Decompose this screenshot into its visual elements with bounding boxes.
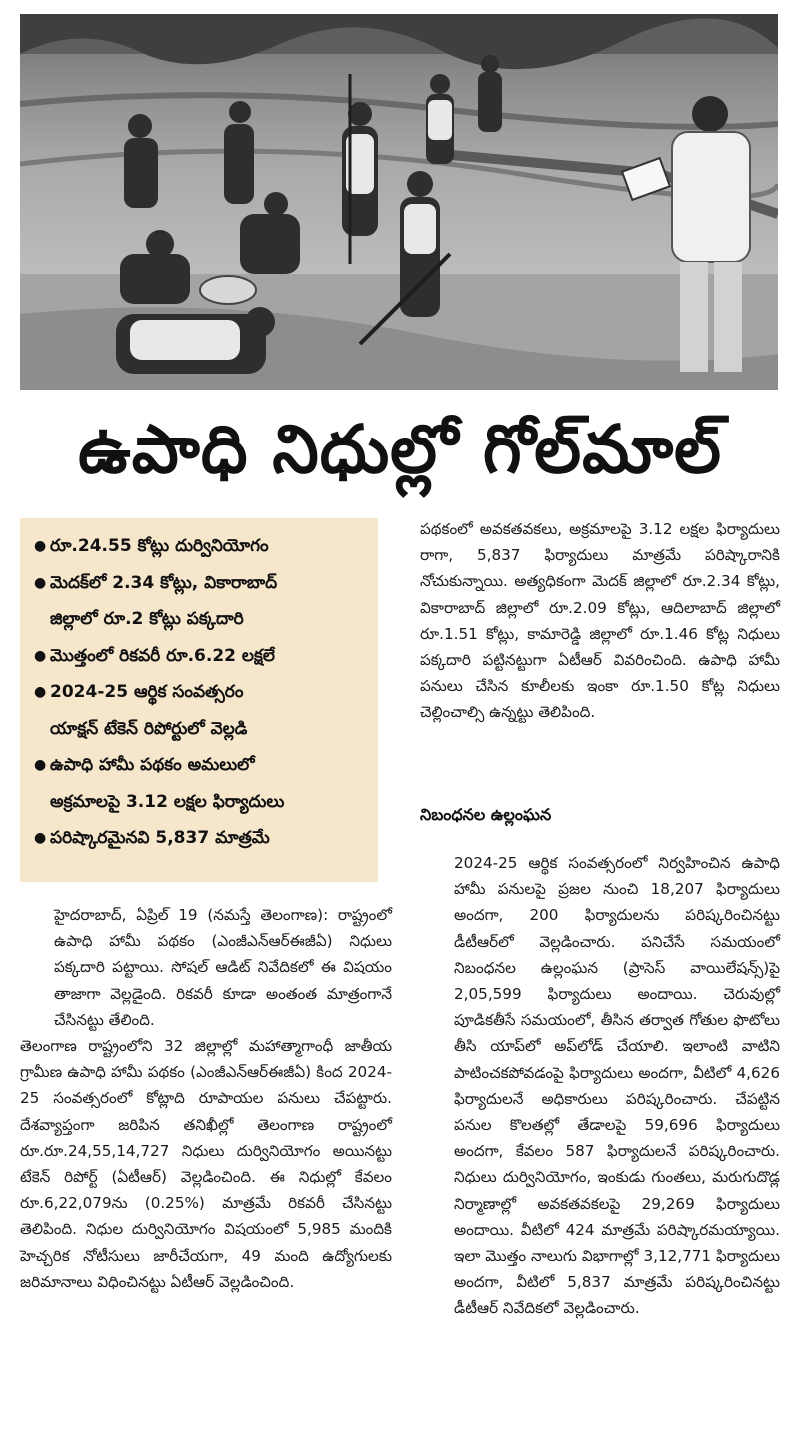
article-paragraph: పథకంలో అవకతవకలు, అక్రమాలపై 3.12 లక్షల ఫిర్యాదులు రాగా, 5,837 ఫిర్యాదులు మాత్రమే పరిష్కారానికి నోచుకున్నాయి. అత్యధికంగా మెదక్ జిల్లాలో రూ.2.34 కోట్లు, వికారాబాద్ జిల్లాలో రూ.2.09 కోట్లు, ఆదిలాబాద్ జిల్లాలో రూ.1.51 కోట్లు, కామారెడ్డి జిల్లాలో రూ.1.46 కోట్ల నిధులు పక్కదారి పట్టినట్టుగా ఏటీఆర్ వివరించింది. ఉపాధి హామీ పనులు చేసిన కూలీలకు ఇంకా రూ.1.50 కోట్ల నిధులు చెల్లించాల్సి ఉన్నట్టు తెలిపింది.	[420, 520, 780, 722]
highlights-box	[20, 518, 378, 882]
highlight-text: మొత్తంలో రికవరీ రూ.6.22 లక్షలే	[50, 645, 275, 666]
bullet-icon: ●	[34, 830, 47, 846]
highlight-text: ఉపాధి హామీ పథకం అమలులో అక్రమాలపై 3.12 లక్షల ఫిర్యాదులు	[50, 755, 285, 812]
bullet-icon: ●	[34, 647, 47, 664]
highlight-item	[32, 638, 368, 675]
article-paragraph: తెలంగాణ రాష్ట్రంలోని 32 జిల్లాల్లో మహాత్మాగాంధీ జాతీయ గ్రామీణ ఉపాధి హామీ పథకం (ఎంజీఎన్ఆర్ఈజీఏ) కింద 2024-25 సంవత్సరంలో కోట్లాది రూపాయల పనులు చేపట్టారు. దేశవ్యాప్తంగా జరిపిన తనిఖీల్లో తెలంగాణ రాష్ట్రంలో రూ.రూ.24,55,14,727 నిధులు దుర్వినియోగం అయినట్టు టేకెన్ రిపోర్ట్ (ఏటీఆర్) వెల్లడించింది. ఈ నిధుల్లో కేవలం రూ.6,22,079ను (0.25%) మాత్రమే రికవరీ చేసినట్టు తెలిపింది. నిధుల దుర్వినియోగం విషయంలో 5,985 మందికి హెచ్చరిక నోటీసులు జారీచేయగా, 49 మంది ఉద్యోగులకు జరిమానాలు విధించినట్టు ఏటీఆర్ వెల్లడించింది.	[20, 1037, 392, 1291]
article-paragraph: 2024-25 ఆర్థిక సంవత్సరంలో నిర్వహించిన ఉపాధి హామీ పనులపై ప్రజల నుంచి 18,207 ఫిర్యాదులు అందగా, 200 ఫిర్యాదులను పరిష్కరించినట్టు డీటీఆర్‌లో వెల్లడించారు. పనిచేసే సమయంలో నిబంధనల ఉల్లంఘన (ప్రాసెస్ వాయిలేషన్స్)పై 2,05,599 ఫిర్యాదులు అందాయి. చెరువుల్లో పూడికతీసే సమయంలో, తీసిన తర్వాత గోతుల ఫొటోలు తీసి యాప్‌లో అప్‌లోడ్ చేయాలి. ఇలాంటి వాటిని పాటించకపోవడంపై ఫిర్యాదులు అందగా, వీటిలో 4,626 ఫిర్యాదులనే అధికారులు పరిష్కరించారు. చేపట్టిన పనుల కొలతల్లో తేడాలపై 59,696 ఫిర్యాదులు అందగా, కేవలం 587 ఫిర్యాదులనే పరిష్కరించారు. నిధులు దుర్వినియోగం, ఇంకుడు గుంతలు, మరుగుదొడ్ల నిర్మాణాల్లో అవకతవకలపై 29,269 ఫిర్యాదులు అందాయి. వీటిలో 424 మాత్రమే పరిష్కారమయ్యాయి. ఇలా మొత్తం నాలుగు విభాగాల్లో 3,12,771 ఫిర్యాదులు అందగా, వీటిలో 5,837 మాత్రమే పరిష్కరించినట్టు డీటీఆర్ నివేదికలో వెల్లడించారు.	[454, 854, 780, 1318]
section-subheading: నిబంధనల ఉల్లంఘన	[420, 805, 552, 824]
highlight-text: మెదక్‌లో 2.34 కోట్లు, వికారాబాద్ జిల్లాలో రూ.2 కోట్లు పక్కదారి	[50, 572, 278, 629]
bullet-icon: ●	[34, 684, 47, 700]
highlight-item	[32, 528, 368, 565]
highlights-list	[32, 528, 368, 857]
highlight-item	[32, 674, 368, 747]
highlight-text: రూ.24.55 కోట్లు దుర్వినియోగం	[50, 536, 269, 556]
highlight-text: 2024-25 ఆర్థిక సంవత్సరం యాక్షన్ టేకెన్ రిపోర్టులో వెల్లడి	[50, 682, 248, 739]
article-column-right-bottom	[420, 850, 780, 1322]
bullet-icon: ●	[34, 538, 47, 554]
news-photo	[20, 14, 778, 390]
bullet-icon: ●	[34, 757, 47, 773]
headline: ఉపాధి నిధుల్లో గోల్‌మాల్	[78, 411, 722, 488]
article-paragraph: హైదరాబాద్, ఏప్రిల్ 19 (నమస్తే తెలంగాణ): రాష్ట్రంలో ఉపాధి హామీ పథకం (ఎంజీఎన్ఆర్ఈజీఏ) నిధులు పక్కదారి పట్టాయి. సోషల్ ఆడిట్ నివేదికలో ఈ విషయం తాజాగా వెల్లడైంది. రికవరీ కూడా అంతంత మాత్రంగానే చేసినట్టు తేలింది.	[54, 906, 392, 1029]
highlight-item	[32, 565, 368, 638]
highlight-text: పరిష్కారమైనవి 5,837 మాత్రమే	[50, 828, 270, 848]
highlight-item	[32, 747, 368, 820]
highlight-item	[32, 820, 368, 857]
article-column-right-top	[420, 516, 780, 726]
bullet-icon: ●	[34, 574, 47, 591]
article-column-left	[20, 902, 392, 1295]
